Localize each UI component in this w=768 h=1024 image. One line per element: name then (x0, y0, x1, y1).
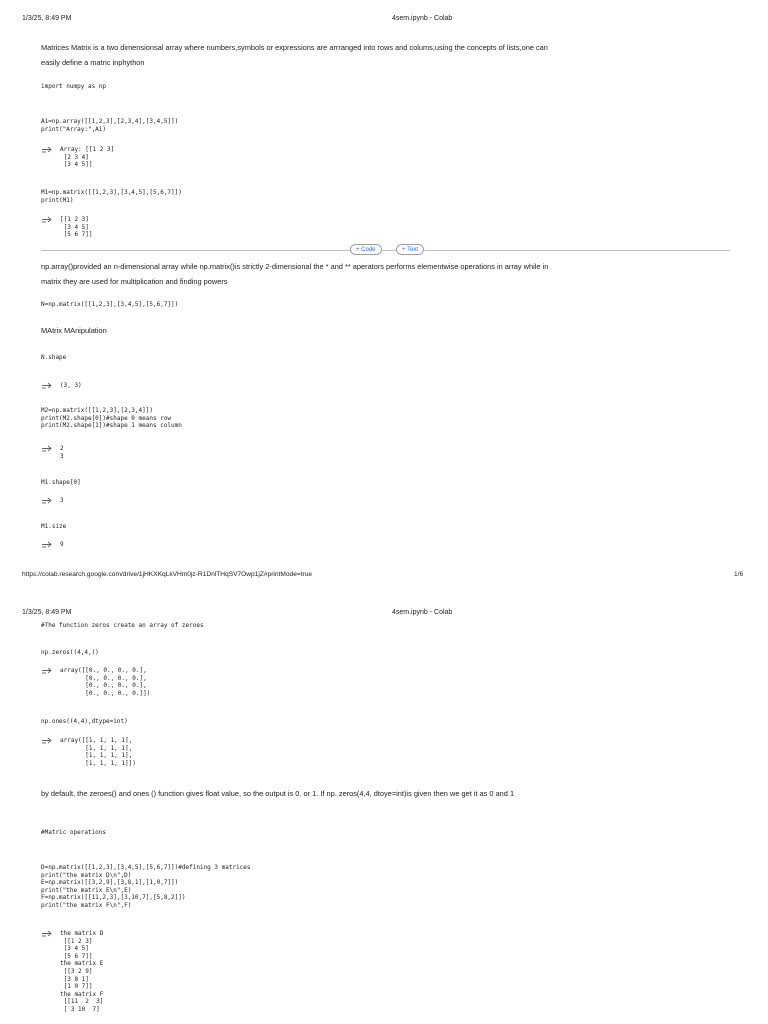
code-cell-size[interactable]: M1.size (41, 523, 67, 530)
output-ones: array([[1, 1, 1, 1], [1, 1, 1, 1], [1, 1, 1, 1], [1, 1, 1, 1]]) (60, 737, 136, 767)
code-cell-m1-shape[interactable]: M1.shape[0] (41, 479, 81, 486)
code-cell-n[interactable]: N=np.matrix([[1,2,3],[3,4,5],[5,6,7]]) (41, 301, 179, 308)
page-2 (0, 600, 768, 1024)
intro-text: Matrices Matrix is a two dimensionsal array where numbers,symbols or expressions are arrranged into rows and colums,using the concepts of lists,one can easily define a matric inphython (41, 43, 548, 67)
output-size: 9 (60, 541, 64, 548)
add-code-button[interactable]: + Code (350, 244, 382, 255)
output-a1: Array: [[1 2 3] [2 3 4] [3 4 5]] (60, 146, 115, 169)
code-cell-a1[interactable]: A1=np.array([[1,2,3],[2,3,4],[3,4,5]]) print("Array:",A1) (41, 118, 179, 133)
code-cell-m2[interactable]: M2=np.matrix([[1,2,3],[2,3,4]]) print(M2.shape[0])#shape 0 means row print(M2.shape[1])#shape 1 means column (41, 407, 182, 430)
output-zeros: array([[0., 0., 0., 0.], [0., 0., 0., 0.], [0., 0., 0., 0.], [0., 0., 0., 0.]]) (60, 667, 151, 697)
print-title: 4sem.ipynb - Colab (392, 15, 453, 22)
code-cell-m1[interactable]: M1=np.matrix([[1,2,3],[3,4,5],[5,6,7]]) print(M1) (41, 189, 182, 204)
output-m1-shape: 3 (60, 497, 64, 504)
page-number: 1/6 (734, 571, 744, 578)
print-date: 1/3/25, 8:49 PM (22, 15, 72, 22)
footer-url[interactable]: https://colab.research.google.com/drive/1jHKXKqLkVHm0jz-R1DnlTHqSV7Owp1jZ#printMode=true (22, 571, 313, 578)
code-cell-import[interactable]: import numpy as np (41, 83, 107, 90)
code-cell-zeros-comment[interactable]: #The function zeros create an array of zeroes (41, 622, 204, 629)
print-date: 1/3/25, 8:49 PM (22, 609, 72, 616)
output-toggle-icon[interactable] (41, 667, 53, 674)
output-m1: [[1 2 3] [3 4 5] [5 6 7]] (60, 216, 93, 239)
output-toggle-icon[interactable] (41, 930, 53, 937)
print-title: 4sem.ipynb - Colab (392, 609, 453, 616)
output-m2: 2 3 (60, 445, 64, 460)
output-toggle-icon[interactable] (41, 216, 53, 223)
code-cell-zeros[interactable]: np.zeros((4,4,)) (41, 649, 99, 656)
output-shape: (3, 3) (60, 382, 82, 389)
cell-divider (41, 250, 730, 251)
add-text-button[interactable]: + Text (396, 244, 424, 255)
output-toggle-icon[interactable] (41, 737, 53, 744)
output-toggle-icon[interactable] (41, 497, 53, 504)
code-cell-ones[interactable]: np.ones((4,4),dtype=int) (41, 718, 128, 725)
manipulation-heading: MAtrix MAnipulation (41, 326, 107, 335)
code-cell-define-matrices[interactable]: D=np.matrix([[1,2,3],[3,4,5],[5,6,7]])#defining 3 matrices print("the matrix D\n",D) E=np.matrix([[3,2,9],[3,8,1],[1,0,7]]) print("the matrix E\n",E) F=np.matrix([[11,2,3],[3,10,7],[5,8,2]]) print("the matrix F\n",F) (41, 864, 251, 909)
output-toggle-icon[interactable] (41, 146, 53, 153)
array-vs-matrix-text: np.array()provided an n-dimensional array while np.matrix()is strictly 2-dimensional the * and ** aperators performs elementwise operations in array while in matrix they are used for multiplication and finding powers (41, 262, 549, 286)
output-toggle-icon[interactable] (41, 382, 53, 389)
code-cell-ops-comment[interactable]: #Matric operations (41, 829, 107, 836)
code-cell-shape[interactable]: N.shape (41, 354, 67, 361)
output-define-matrices: the matrix D [[1 2 3] [3 4 5] [5 6 7]] the matrix E [[3 2 9] [3 8 1] [1 0 7]] the matrix F [[11 2 3] [ 3 10 7] (60, 930, 104, 1013)
output-toggle-icon[interactable] (41, 445, 53, 452)
zeros-ones-text: by default, the zeroes() and ones () function gives float value, so the output is 0. or 1. If np. zeros(4,4, dtoye=int)is given then we get it as 0 and 1 (41, 789, 515, 798)
output-toggle-icon[interactable] (41, 541, 53, 548)
